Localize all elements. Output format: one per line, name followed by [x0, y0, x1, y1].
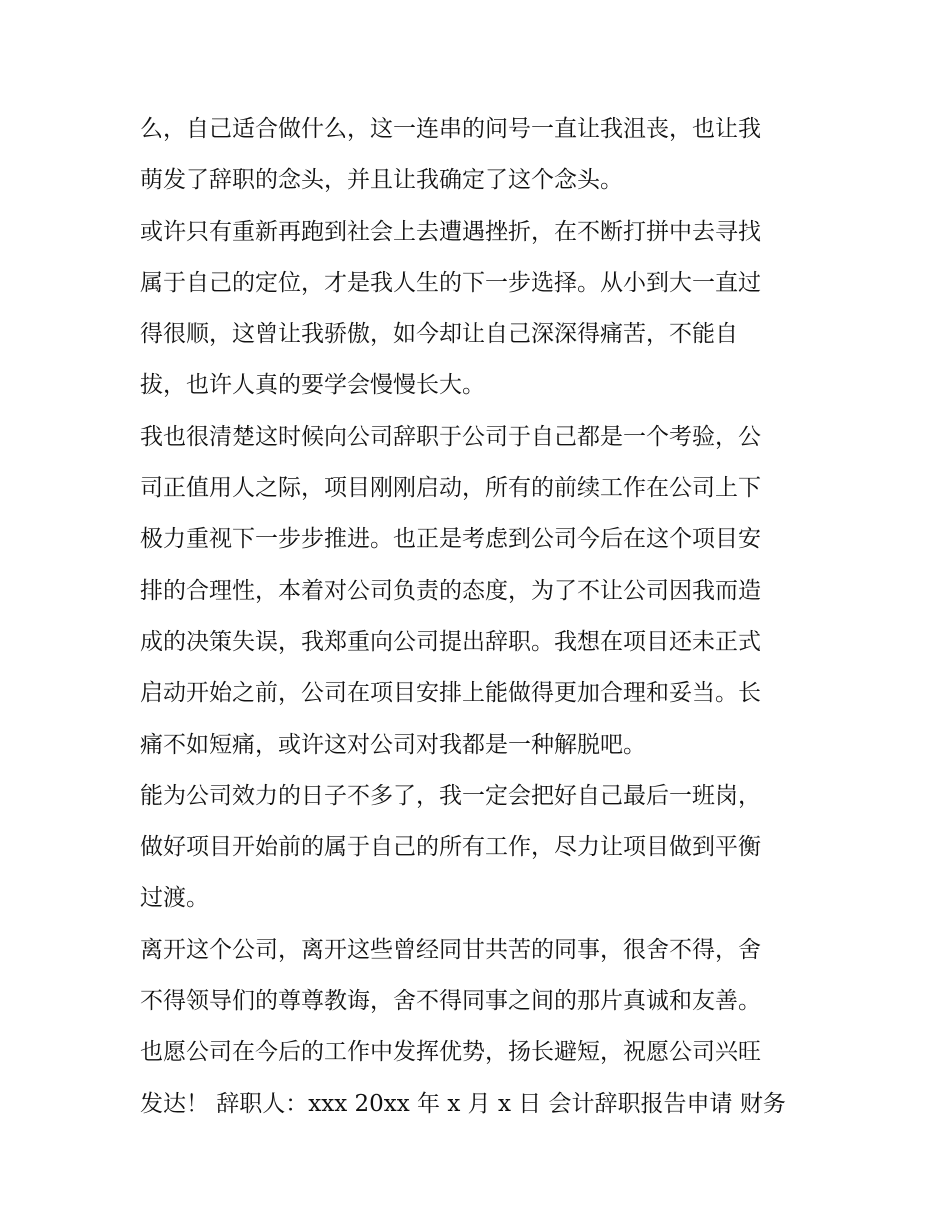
text-line: 发达！ 辞职人：xxx 20xx 年 x 月 x 日 会计辞职报告申请 财务 [140, 1090, 786, 1117]
document-body [140, 104, 820, 1130]
text-line: 么，自己适合做什么，这一连串的问号一直让我沮丧，也让我 [140, 116, 761, 142]
text-line: 属于自己的定位，才是我人生的下一步选择。从小到大一直过 [140, 269, 761, 296]
text-line: 成的决策失误，我郑重向公司提出辞职。我想在项目还未正式 [140, 628, 761, 655]
text-line: 我也很清楚这时候向公司辞职于公司于自己都是一个考验，公 [140, 423, 761, 450]
text-line: 司正值用人之际，项目刚刚启动，所有的前续工作在公司上下 [140, 475, 761, 502]
text-line: 得很顺，这曾让我骄傲，如今却让自己深深得痛苦，不能自 [140, 321, 738, 348]
text-line: 拔，也许人真的要学会慢慢长大。 [140, 372, 485, 399]
text-line: 离开这个公司，离开这些曾经同甘共苦的同事，很舍不得，舍 [140, 936, 761, 963]
text-line: 启动开始之前，公司在项目安排上能做得更加合理和妥当。长 [140, 680, 761, 707]
text-line: 能为公司效力的日子不多了，我一定会把好自己最后一班岗， [140, 782, 761, 809]
text-line: 也愿公司在今后的工作中发挥优势，扬长避短，祝愿公司兴旺 [140, 1039, 761, 1066]
text-line: 排的合理性，本着对公司负责的态度，为了不让公司因我而造 [140, 577, 761, 604]
text-line: 极力重视下一步步推进。也正是考虑到公司今后在这个项目安 [140, 526, 761, 553]
text-line: 痛不如短痛，或许这对公司对我都是一种解脱吧。 [140, 731, 646, 758]
text-line: 萌发了辞职的念头，并且让我确定了这个念头。 [140, 167, 623, 194]
text-line: 过渡。 [140, 885, 209, 912]
text-line: 做好项目开始前的属于自己的所有工作，尽力让项目做到平衡 [140, 834, 761, 861]
text-line: 不得领导们的尊尊教诲，舍不得同事之间的那片真诚和友善。 [140, 988, 761, 1015]
text-line: 或许只有重新再跑到社会上去遭遇挫折，在不断打拼中去寻找 [140, 218, 761, 245]
